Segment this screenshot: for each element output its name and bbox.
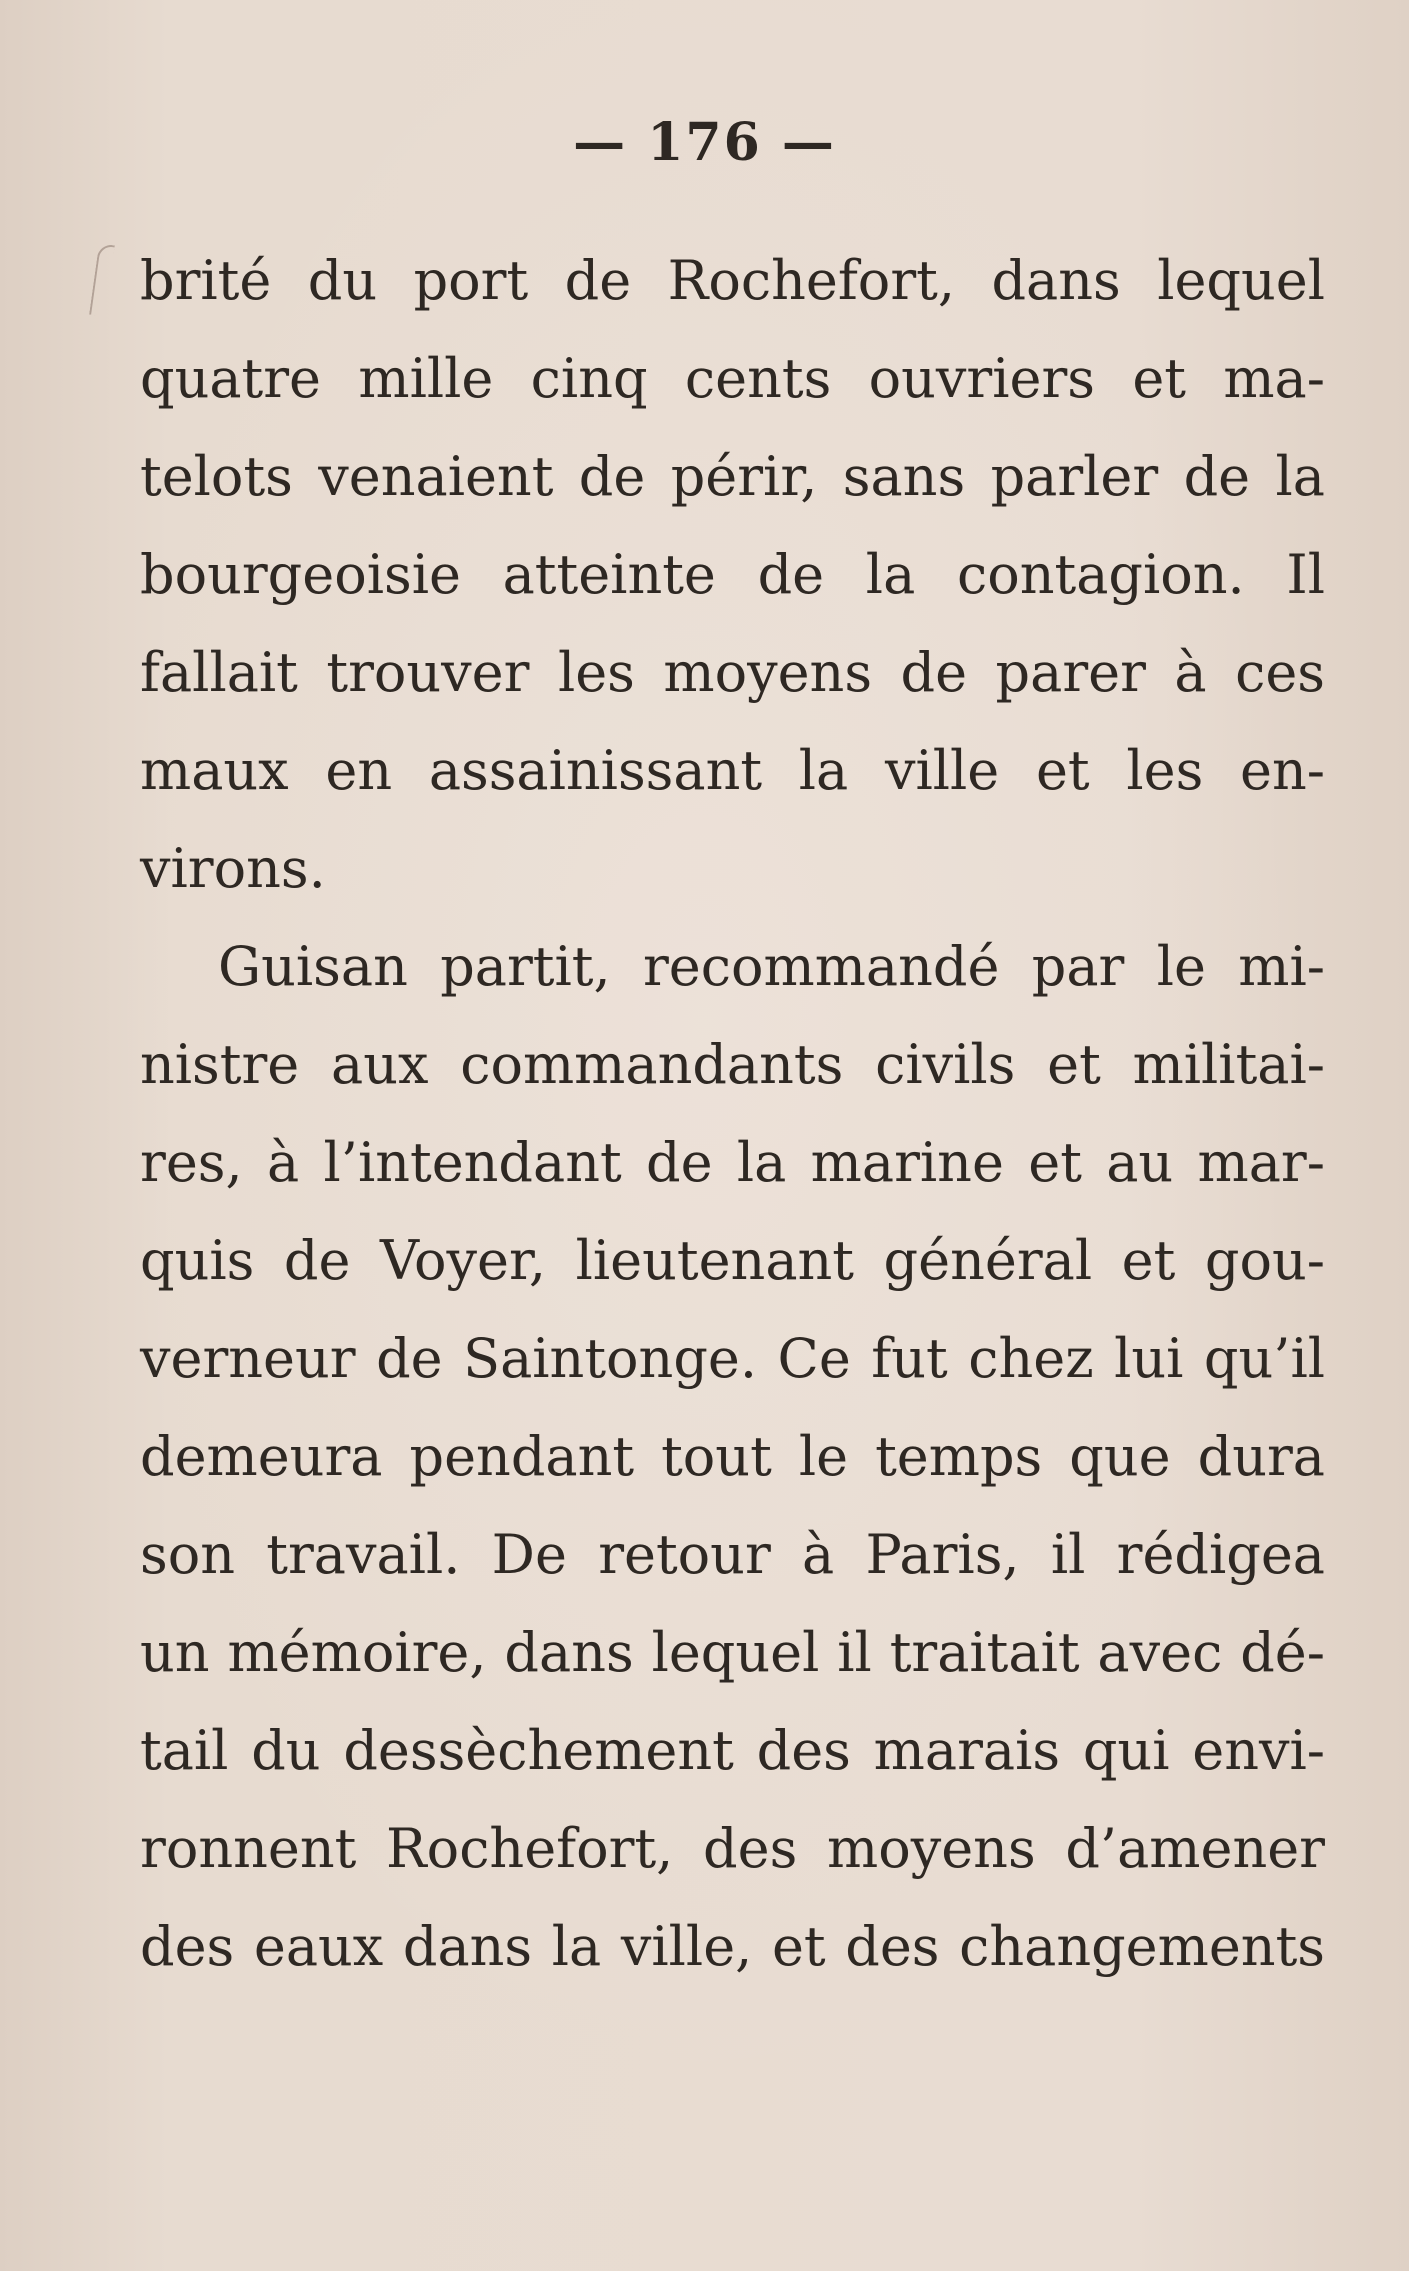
text-line: quatre mille cinq cents ouvriers et ma-	[140, 347, 1325, 410]
body-text	[140, 232, 1325, 1996]
page-number: — 176 —	[573, 112, 836, 173]
text-line: bourgeoisie atteinte de la contagion. Il	[140, 543, 1325, 606]
text-line: telots venaient de périr, sans parler de la	[140, 445, 1325, 508]
text-line: quis de Voyer, lieutenant général et gou-	[140, 1229, 1325, 1292]
text-line: un mémoire, dans lequel il traitait avec dé-	[140, 1621, 1325, 1684]
text-line: brité du port de Rochefort, dans lequel	[140, 249, 1325, 312]
text-line: virons.	[140, 837, 326, 900]
text-line: res, à l’intendant de la marine et au mar-	[140, 1131, 1325, 1194]
paragraph-1	[140, 232, 1325, 918]
text-line: des eaux dans la ville, et des changements	[140, 1915, 1325, 1978]
text-line: ronnent Rochefort, des moyens d’amener	[140, 1817, 1325, 1880]
text-line: maux en assainissant la ville et les en-	[140, 739, 1325, 802]
text-line: fallait trouver les moyens de parer à ces	[140, 641, 1325, 704]
text-line: tail du dessèchement des marais qui envi-	[140, 1719, 1325, 1782]
text-line: verneur de Saintonge. Ce fut chez lui qu’il	[140, 1327, 1325, 1390]
text-line: demeura pendant tout le temps que dura	[140, 1425, 1325, 1488]
paragraph-2	[140, 918, 1325, 1996]
text-line: nistre aux commandants civils et militai-	[140, 1033, 1325, 1096]
margin-pencil-mark	[89, 243, 115, 317]
text-line: Guisan partit, recommandé par le mi-	[218, 935, 1325, 998]
text-line: son travail. De retour à Paris, il rédigea	[140, 1523, 1325, 1586]
